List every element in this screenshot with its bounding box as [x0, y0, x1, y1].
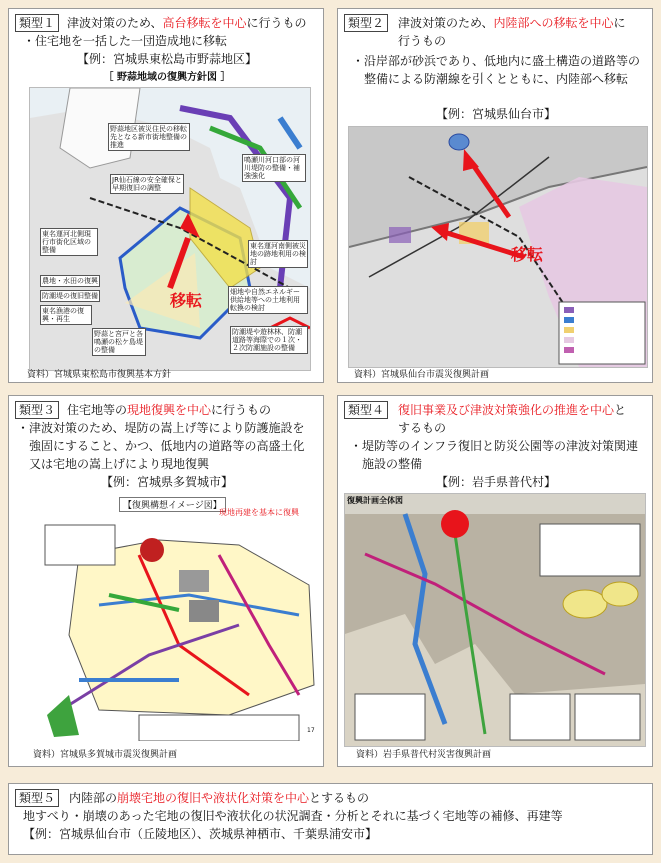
panel-type5: [8, 783, 653, 855]
type3-heading: [67, 403, 271, 418]
type1-head-pre: 津波対策のため、: [67, 16, 163, 30]
type1-head-post: に行うもの: [246, 16, 307, 30]
type1-label-11: 防潮堤や遊林林、防潮道路等海際での１次・２次防潮施設の整備: [230, 326, 308, 354]
type2-bullet-1: ・沿岸部が砂浜であり、低地内に盛土構造の道路等の: [352, 54, 641, 68]
type1-heading: [67, 16, 307, 31]
type4-map: [344, 493, 646, 747]
type5-heading: [69, 791, 369, 806]
type2-arrow-label: 移転: [511, 245, 544, 264]
type1-tag: 類型１: [15, 14, 59, 32]
type2-heading: [398, 16, 626, 31]
type3-map: [39, 495, 321, 741]
type1-arrow-label: 移転: [170, 291, 203, 310]
type3-bullet-2: 強固にすること、かつ、低地内の道路等の高盛土化: [29, 439, 305, 453]
type1-map-title: ［ 野蒜地域の復興方針図 ］: [103, 72, 231, 83]
type2-head-post: に: [613, 16, 626, 30]
type1-example: 【例：宮城県東松島市野蒜地区】: [76, 52, 257, 66]
type3-bullet-3: 又は宅地の嵩上げにより現地復興: [29, 457, 210, 471]
type4-heading-cont: するもの: [398, 421, 447, 435]
type3-source: 資料）宮城県多賀城市震災復興計画: [33, 750, 178, 760]
type3-example: 【例：宮城県多賀城市】: [100, 475, 233, 489]
type1-label-1: 野蒜地区被災住民の移転先となる新市街地整備の推進: [108, 123, 190, 151]
type2-map-drawing: [349, 127, 647, 367]
type1-head-red: 高台移転を中心: [162, 16, 247, 30]
panel-type2: [337, 8, 653, 383]
panel-type3: [8, 395, 324, 767]
type1-label-4: 農地・水田の復興: [42, 277, 98, 285]
type1-label-3: 東名運河北側現行市街化区域の整備: [40, 228, 98, 256]
type2-example: 【例：宮城県仙台市】: [435, 107, 556, 121]
type4-heading: [398, 403, 626, 418]
type3-map-title: 【復興構想イメージ図】: [119, 497, 226, 512]
type3-map-drawing: [39, 495, 321, 741]
type5-head-pre: 内陸部の: [69, 791, 118, 805]
type1-bullet: ・住宅地を一括した一団造成地に移転: [23, 34, 228, 48]
type4-map-title: 復興計画全体図: [347, 496, 403, 505]
type5-example: 【例：宮城県仙台市（丘陵地区）、茨城県神栖市、千葉県浦安市】: [23, 827, 378, 841]
type2-bullet-2: 整備による防潮線を引くとともに、内陸部へ移転: [364, 72, 629, 86]
type2-heading-cont: 行うもの: [398, 34, 447, 48]
type2-map: [348, 126, 648, 368]
type5-tag: 類型５: [15, 789, 59, 807]
type5-head-post: とするもの: [309, 791, 370, 805]
type3-map-red-label: 現地再建を基本に復興: [219, 508, 299, 517]
type2-head-pre: 津波対策のため、: [398, 16, 494, 30]
type4-head-post: と: [614, 403, 627, 417]
type4-example: 【例：岩手県普代村】: [435, 475, 556, 489]
type1-label-8: 鳴瀬川河口部の河川堤防の整備・補強強化: [242, 154, 306, 182]
panel-type1: [8, 8, 324, 383]
type1-label-9: 東名運河南側被災地の跡地利用の検討: [250, 242, 306, 266]
type1-label-2: JR仙石線の安全確保と早期復旧の調整: [110, 174, 184, 194]
type3-bullet-1: ・津波対策のため、堤防の嵩上げ等により防護施設を: [17, 421, 305, 435]
type4-tag: 類型４: [344, 401, 388, 419]
type3-head-post: に行うもの: [211, 403, 272, 417]
type5-description: 地すべり・崩壊のあった宅地の復旧や液状化の状況調査・分析とそれに基づく宅地等の補修、再建等: [23, 809, 563, 823]
type3-head-pre: 住宅地等の: [67, 403, 128, 417]
type1-label-10: 畑地や自然エネルギー供給地等への土地利用転換の検討: [228, 286, 308, 314]
type2-source: 資料）宮城県仙台市震災復興計画: [354, 370, 490, 380]
panel-type4: [337, 395, 653, 767]
type2-head-red: 内陸部への移転を中心: [493, 16, 614, 30]
type4-map-drawing: [345, 494, 645, 746]
type1-source: 資料）宮城県東松島市復興基本方針: [27, 370, 172, 380]
type1-map: [29, 87, 311, 371]
type3-head-red: 現地復興を中心: [127, 403, 212, 417]
type3-tag: 類型３: [15, 401, 59, 419]
type1-label-5: 防潮堤の復旧整備: [42, 292, 98, 300]
type2-tag: 類型２: [344, 14, 388, 32]
type4-bullet-1: ・堤防等のインフラ復旧と防災公園等の津波対策関連: [350, 439, 639, 453]
type5-head-red: 崩壊宅地の復旧や液状化対策を中心: [117, 791, 310, 805]
type1-label-7: 野蒜と宮戸と各鳴瀬の松ケ島堤の整備: [92, 328, 146, 356]
type1-label-6: 東名漁港の復興・再生: [40, 305, 92, 325]
type4-source: 資料）岩手県普代村災害復興計画: [356, 750, 492, 760]
type3-page-number: 17: [307, 727, 315, 734]
type4-bullet-2: 施設の整備: [362, 457, 423, 471]
type4-head-red: 復旧事業及び津波対策強化の推進を中心: [398, 403, 615, 417]
